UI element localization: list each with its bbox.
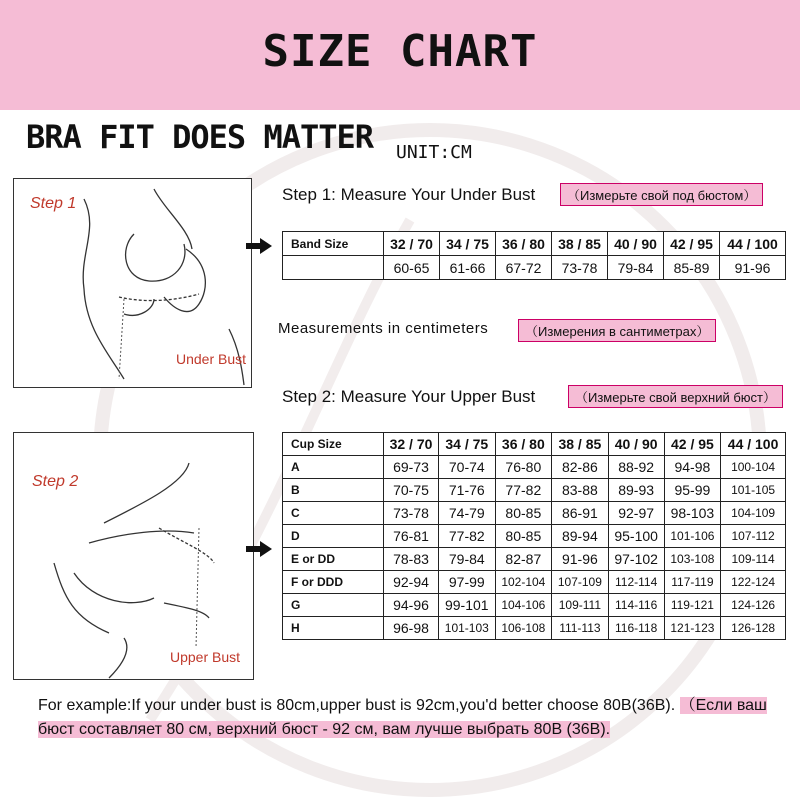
cup-value-cell: 83-88 [552, 479, 609, 502]
cup-label-cell: G [283, 594, 384, 617]
cup-value-cell: 121-123 [664, 617, 721, 640]
band-size-table [282, 231, 786, 280]
cup-value-cell: 92-97 [608, 502, 664, 525]
cup-value-cell: 94-96 [384, 594, 439, 617]
cup-value-cell: 70-74 [439, 456, 496, 479]
cup-value-cell: 126-128 [721, 617, 786, 640]
cup-size-table [282, 432, 786, 640]
cup-size-header: Cup Size [283, 433, 384, 456]
cup-value-cell: 103-108 [664, 548, 721, 571]
cup-value-cell: 70-75 [384, 479, 439, 502]
measurements-ru-text: （Измерения в сантиметрах） [518, 319, 716, 342]
example-en: For example:If your under bust is 80cm,upper bust is 92cm,you'd better choose 80B(36B). [38, 697, 676, 714]
size-header-cell: 34 / 75 [440, 232, 496, 256]
band-value-cell: 60-65 [384, 256, 440, 280]
cup-value-cell: 107-109 [552, 571, 609, 594]
cup-value-cell: 89-93 [608, 479, 664, 502]
cup-value-cell: 92-94 [384, 571, 439, 594]
cup-value-cell: 109-111 [552, 594, 609, 617]
cup-value-cell: 101-103 [439, 617, 496, 640]
table-row [283, 502, 786, 525]
cup-value-cell: 97-99 [439, 571, 496, 594]
cup-value-cell: 104-106 [495, 594, 552, 617]
right-arrow-icon [246, 238, 272, 254]
cup-value-cell: 116-118 [608, 617, 664, 640]
cup-label-cell: C [283, 502, 384, 525]
cup-value-cell: 82-87 [495, 548, 552, 571]
size-header-cell: 32 / 70 [384, 433, 439, 456]
size-header-cell: 38 / 85 [552, 232, 608, 256]
size-header-cell: 42 / 95 [664, 433, 721, 456]
step2-title: Step 2: Measure Your Upper Bust [282, 387, 536, 406]
band-value-cell: 67-72 [496, 256, 552, 280]
cup-value-cell: 79-84 [439, 548, 496, 571]
cup-value-cell: 119-121 [664, 594, 721, 617]
cup-value-cell: 97-102 [608, 548, 664, 571]
cup-value-cell: 77-82 [495, 479, 552, 502]
step2-ru-text: （Измерьте свой верхний бюст） [568, 385, 783, 408]
cup-value-cell: 109-114 [721, 548, 786, 571]
table-row [283, 256, 786, 280]
step2-image-caption: Upper Bust [170, 649, 241, 665]
cup-value-cell: 101-106 [664, 525, 721, 548]
cup-value-cell: 112-114 [608, 571, 664, 594]
cup-value-cell: 69-73 [384, 456, 439, 479]
size-header-cell: 36 / 80 [496, 232, 552, 256]
example-ru: （Если ваш бюст составляет 80 см, верхний бюст - 92 см, вам лучше выбрать 80B (36B). [38, 697, 767, 738]
band-value-cell: 85-89 [664, 256, 720, 280]
cup-label-cell: H [283, 617, 384, 640]
cup-value-cell: 111-113 [552, 617, 609, 640]
table-header-row [283, 232, 786, 256]
cup-value-cell: 107-112 [721, 525, 786, 548]
size-header-cell: 44 / 100 [721, 433, 786, 456]
cup-value-cell: 95-99 [664, 479, 721, 502]
empty-label-cell [283, 256, 384, 280]
cup-size-table-body [283, 433, 786, 640]
table-row [283, 617, 786, 640]
cup-value-cell: 80-85 [495, 502, 552, 525]
cup-value-cell: 71-76 [439, 479, 496, 502]
table-header-row [283, 433, 786, 456]
cup-value-cell: 77-82 [439, 525, 496, 548]
band-value-cell: 73-78 [552, 256, 608, 280]
cup-value-cell: 100-104 [721, 456, 786, 479]
size-header-cell: 40 / 90 [608, 232, 664, 256]
cup-value-cell: 124-126 [721, 594, 786, 617]
cup-value-cell: 98-103 [664, 502, 721, 525]
table-row [283, 571, 786, 594]
cup-value-cell: 76-81 [384, 525, 439, 548]
size-header-cell: 38 / 85 [552, 433, 609, 456]
measurements-text [278, 320, 488, 337]
table-row [283, 525, 786, 548]
step1-title: Step 1: Measure Your Under Bust [282, 185, 536, 204]
cup-value-cell: 76-80 [495, 456, 552, 479]
header-banner [0, 0, 800, 110]
step1-ru-text: （Измерьте свой под бюстом） [560, 183, 763, 206]
cup-value-cell: 74-79 [439, 502, 496, 525]
cup-value-cell: 78-83 [384, 548, 439, 571]
cup-value-cell: 114-116 [608, 594, 664, 617]
measurements-en: Measurements in centimeters [278, 320, 489, 337]
example-text [38, 694, 768, 742]
step1-image-caption: Under Bust [176, 351, 247, 367]
cup-value-cell: 106-108 [495, 617, 552, 640]
cup-value-cell: 80-85 [495, 525, 552, 548]
cup-value-cell: 73-78 [384, 502, 439, 525]
cup-value-cell: 102-104 [495, 571, 552, 594]
size-header-cell: 44 / 100 [720, 232, 786, 256]
band-value-cell: 61-66 [440, 256, 496, 280]
size-header-cell: 34 / 75 [439, 433, 496, 456]
step1-illustration [13, 178, 252, 388]
cup-value-cell: 82-86 [552, 456, 609, 479]
cup-value-cell: 122-124 [721, 571, 786, 594]
cup-label-cell: D [283, 525, 384, 548]
right-arrow-icon [246, 541, 272, 557]
upper-bust-figure [14, 433, 253, 679]
cup-label-cell: B [283, 479, 384, 502]
table-row [283, 479, 786, 502]
table-row [283, 548, 786, 571]
table-row [283, 594, 786, 617]
cup-label-cell: F or DDD [283, 571, 384, 594]
size-header-cell: 32 / 70 [384, 232, 440, 256]
cup-value-cell: 86-91 [552, 502, 609, 525]
cup-label-cell: E or DD [283, 548, 384, 571]
step2-image-label: Step 2 [32, 473, 79, 490]
cup-value-cell: 94-98 [664, 456, 721, 479]
table-row [283, 456, 786, 479]
band-size-table-body [283, 232, 786, 280]
cup-label-cell: A [283, 456, 384, 479]
cup-value-cell: 96-98 [384, 617, 439, 640]
page-title: SIZE CHART [262, 26, 538, 77]
step1-image-label: Step 1 [30, 195, 77, 212]
size-header-cell: 36 / 80 [495, 433, 552, 456]
size-header-cell: 42 / 95 [664, 232, 720, 256]
size-header-cell: 40 / 90 [608, 433, 664, 456]
cup-value-cell: 117-119 [664, 571, 721, 594]
cup-value-cell: 95-100 [608, 525, 664, 548]
band-value-cell: 79-84 [608, 256, 664, 280]
cup-value-cell: 99-101 [439, 594, 496, 617]
cup-value-cell: 91-96 [552, 548, 609, 571]
cup-value-cell: 101-105 [721, 479, 786, 502]
band-value-cell: 91-96 [720, 256, 786, 280]
unit-label: UNIT:CM [396, 142, 472, 163]
step2-illustration [13, 432, 254, 680]
headline: BRA FIT DOES MATTER [26, 118, 374, 156]
band-size-header: Band Size [283, 232, 384, 256]
cup-value-cell: 88-92 [608, 456, 664, 479]
cup-value-cell: 89-94 [552, 525, 609, 548]
cup-value-cell: 104-109 [721, 502, 786, 525]
